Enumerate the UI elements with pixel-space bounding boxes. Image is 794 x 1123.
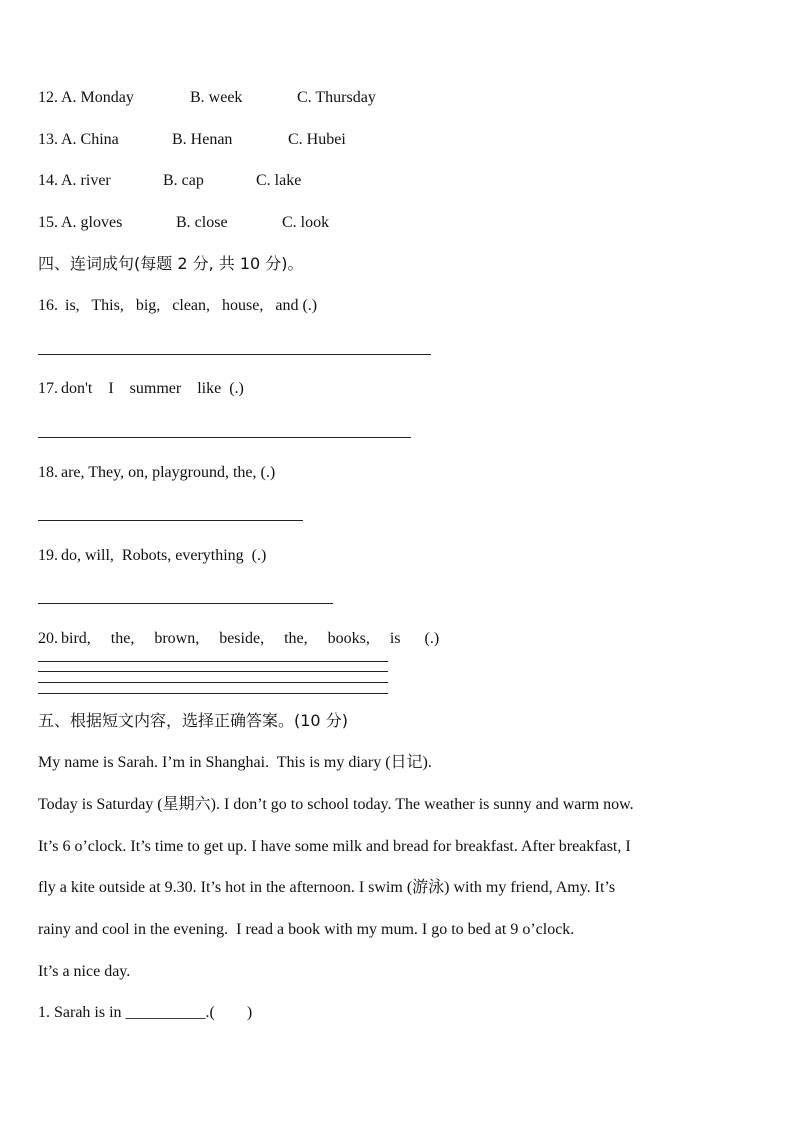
passage-line: It’s 6 o’clock. It’s time to get up. I have some milk and bread for breakfast. After breakfast, I — [38, 838, 631, 855]
option-a: A. gloves — [61, 214, 123, 231]
word-list: are, They, on, playground, the, (.) — [61, 464, 276, 481]
question-number: 16. — [38, 297, 58, 314]
section-4-heading: 四、连词成句(每题 2 分, 共 10 分)。 — [38, 254, 304, 273]
question-number: 20. — [38, 630, 58, 647]
passage-line: Today is Saturday (星期六). I don’t go to school today. The weather is sunny and warm now. — [38, 796, 634, 813]
word-list: is, This, big, clean, house, and (.) — [65, 297, 318, 314]
word-list: do, will, Robots, everything (.) — [61, 547, 267, 564]
question-number: 18. — [38, 464, 58, 481]
section-5-heading: 五、根据短文内容，选择正确答案。(10 分) — [38, 711, 348, 730]
answer-line-18[interactable] — [38, 520, 303, 521]
option-a: A. China — [61, 131, 119, 148]
option-c: C. Thursday — [297, 89, 376, 106]
answer-line-20a[interactable] — [38, 661, 388, 662]
option-b: B. week — [190, 89, 243, 106]
question-1[interactable]: 1. Sarah is in __________.( ) — [38, 1004, 253, 1021]
question-number: 17. — [38, 380, 58, 397]
answer-line-20b[interactable] — [38, 671, 388, 672]
answer-line-20c[interactable] — [38, 682, 388, 683]
answer-line-19[interactable] — [38, 603, 333, 604]
option-c: C. lake — [256, 172, 302, 189]
option-a: A. river — [61, 172, 111, 189]
question-number: 14. — [38, 172, 58, 189]
option-a: A. Monday — [61, 89, 134, 106]
passage-line: fly a kite outside at 9.30. It’s hot in the afternoon. I swim (游泳) with my friend, Amy. It’s — [38, 879, 616, 896]
answer-line-20d[interactable] — [38, 693, 388, 694]
option-c: C. look — [282, 214, 330, 231]
option-b: B. Henan — [172, 131, 233, 148]
question-number: 12. — [38, 89, 58, 106]
answer-line-17[interactable] — [38, 437, 411, 438]
option-b: B. close — [176, 214, 228, 231]
question-number: 15. — [38, 214, 58, 231]
answer-line-16[interactable] — [38, 354, 431, 355]
option-c: C. Hubei — [288, 131, 346, 148]
passage-line: My name is Sarah. I’m in Shanghai. This is my diary (日记). — [38, 754, 432, 771]
question-number: 13. — [38, 131, 58, 148]
passage-line: It’s a nice day. — [38, 963, 131, 980]
word-list: bird, the, brown, beside, the, books, is (.) — [61, 630, 440, 647]
option-b: B. cap — [163, 172, 204, 189]
word-list: don't I summer like (.) — [61, 380, 244, 397]
passage-line: rainy and cool in the evening. I read a book with my mum. I go to bed at 9 o’clock. — [38, 921, 575, 938]
question-number: 19. — [38, 547, 58, 564]
